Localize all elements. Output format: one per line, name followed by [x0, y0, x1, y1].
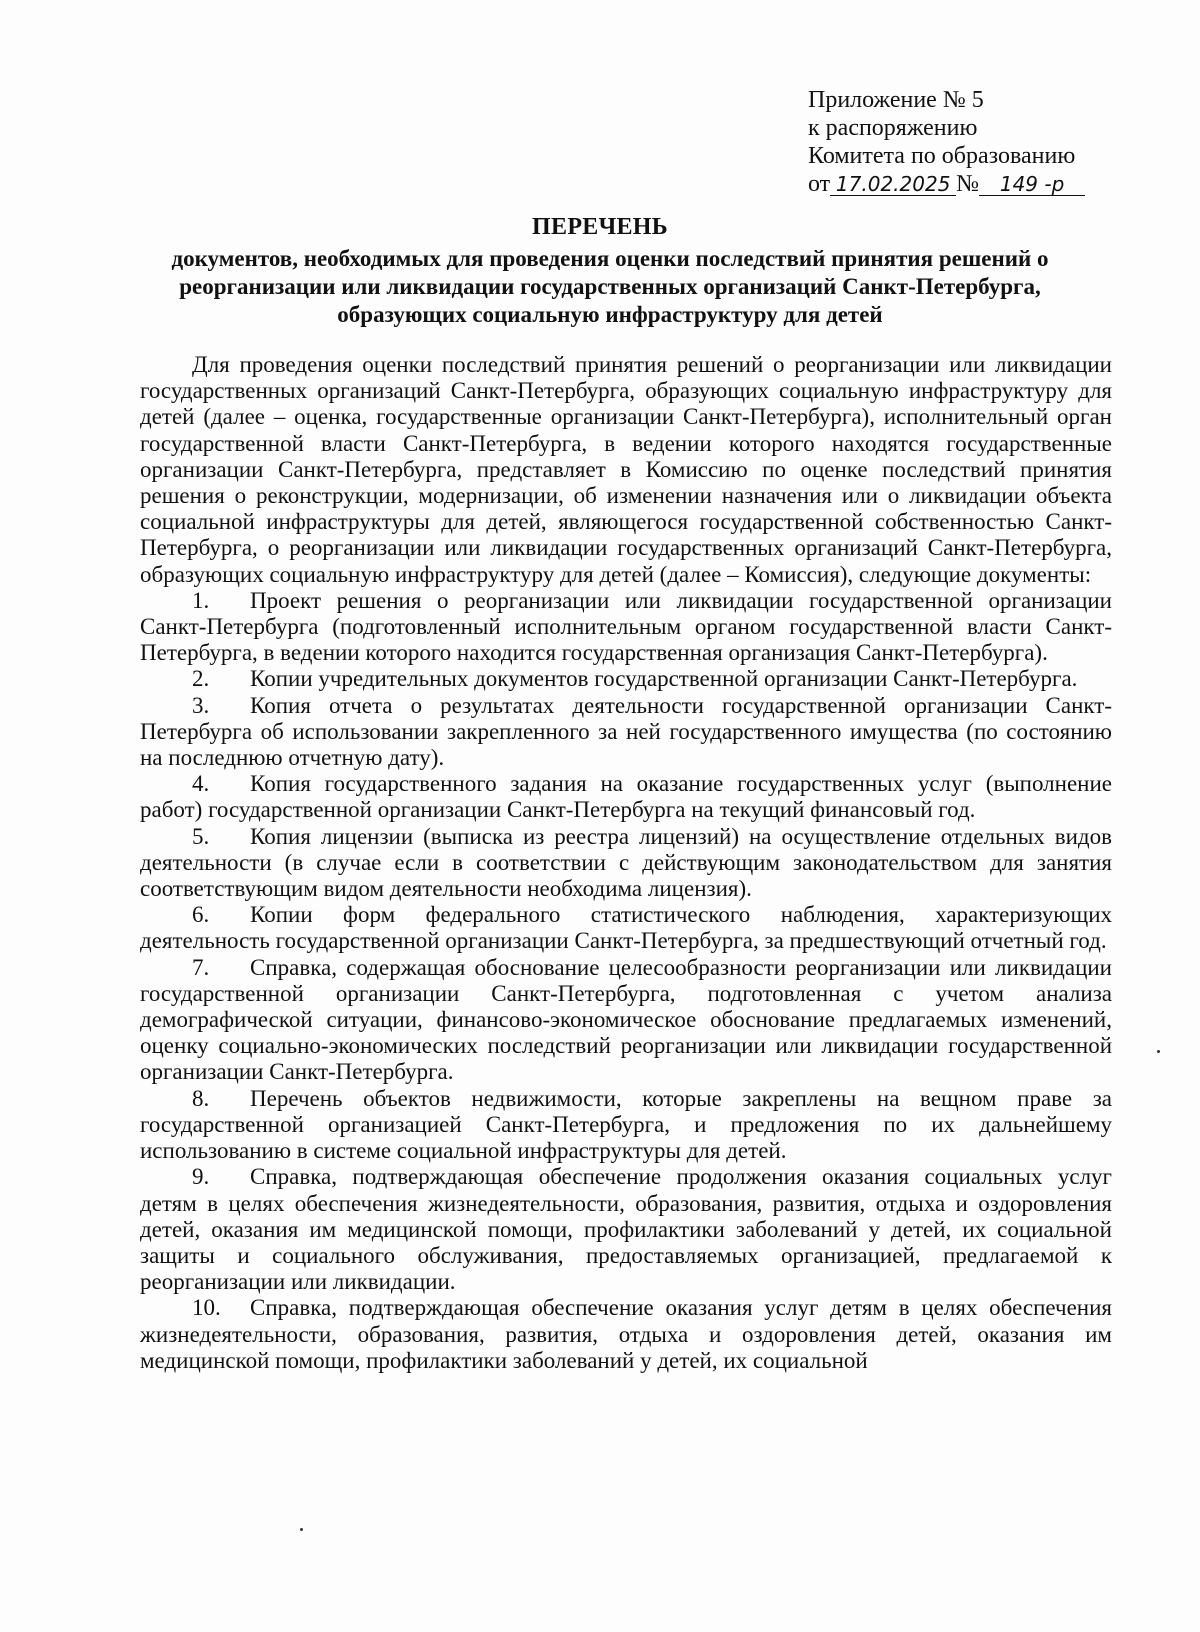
scan-speck: [300, 1528, 303, 1531]
handwritten-date: 17.02.2025: [830, 173, 956, 196]
document-body: [140, 352, 1112, 1374]
appendix-date-number-line: [808, 170, 1128, 198]
number-prefix: №: [956, 171, 980, 197]
list-item: [140, 1164, 1112, 1295]
item-number: 5.: [192, 823, 210, 849]
intro-paragraph: Для проведения оценки последствий принятия решений о реорганизации или ликвидации государственных организаций Санкт-Петербурга, образующих социальную инфраструктуру для детей (далее – оценка, государственные организации Санкт-Петербурга), исполнительный орган государственной власти Санкт-Петербурга, в ведении которого находятся государственные организации Санкт-Петербурга, представляет в Комиссию по оценке последствий принятия решения о реконструкции, модернизации, об изменении назначения или о ликвидации объекта социальной инфраструктуры для детей, являющегося государственной собственностью Санкт-Петербурга, о реорганизации или ликвидации государственных организаций Санкт-Петербурга, образующих социальную инфраструктуру для детей (далее – Комиссия), следующие документы:: [140, 352, 1112, 587]
document-subtitle: документов, необходимых для проведения оценки последствий принятия решений о реорганизации или ликвидации государственных организаций Санкт-Петербурга, образующих социальную инфраструктуру для детей: [171, 246, 1049, 327]
list-item: [140, 902, 1112, 954]
item-text: Справка, подтверждающая обеспечение оказания услуг детям в целях обеспечения жизнедеятельности, образования, развития, отдыха и оздоровления детей, оказания им медицинской помощи, профилактики заболеваний у детей, их социальной: [140, 1295, 1112, 1373]
item-text: Справка, подтверждающая обеспечение продолжения оказания социальных услуг детям в целях обеспечения жизнедеятельности, образования, развития, отдыха и оздоровления детей, оказания им медицинской помощи, профилактики заболеваний у детей, их социальной защиты и социального обслуживания, предоставляемых организацией, предлагаемой к реорганизации или ликвидации.: [140, 1164, 1112, 1295]
list-item: [140, 588, 1112, 667]
list-item: [140, 824, 1112, 903]
item-text: Копии учредительных документов государственной организации Санкт-Петербурга.: [250, 666, 1078, 692]
item-text: Копия лицензии (выписка из реестра лицензий) на осуществление отдельных видов деятельности (в случае если в соответствии с действующим законодательством для занятия соответствующим видом деятельности необходима лицензия).: [140, 823, 1112, 902]
item-text: Справка, содержащая обоснование целесообразности реорганизации или ликвидации государственной организации Санкт-Петербурга, подготовленная с учетом анализа демографической ситуации, финансово-экономическое обоснование предлагаемых изменений, оценку социально-экономических последствий реорганизации или ликвидации государственной организации Санкт-Петербурга.: [140, 954, 1112, 1085]
list-item: [140, 771, 1112, 823]
appendix-line-3: Комитета по образованию: [808, 143, 1076, 169]
handwritten-number: 149 -р: [979, 173, 1085, 196]
list-item: [140, 666, 1112, 692]
item-number: 1.: [192, 587, 210, 613]
item-number: 2.: [192, 666, 210, 692]
item-text: Копия отчета о результатах деятельности государственной организации Санкт-Петербурга об использовании закрепленного за ней государственного имущества (по состоянию на последнюю отчетную дату).: [140, 692, 1112, 771]
item-text: Проект решения о реорганизации или ликвидации государственной организации Санкт-Петербурга (подготовленный исполнительным органом государственной власти Санкт-Петербурга, в ведении которого находится государственная организация Санкт-Петербурга).: [140, 587, 1112, 666]
appendix-line-1: Приложение № 5: [808, 87, 984, 113]
scan-speck: [1157, 1050, 1160, 1053]
item-number: 8.: [192, 1085, 210, 1111]
item-number: 4.: [192, 771, 210, 797]
item-number: 3.: [192, 692, 210, 718]
item-text: Перечень объектов недвижимости, которые закреплены на вещном праве за государственной организацией Санкт-Петербурга, и предложения по их дальнейшему использованию в системе социальной инфраструктуры для детей.: [140, 1085, 1112, 1164]
item-text: Копии форм федерального статистического наблюдения, характеризующих деятельность государственной организации Санкт-Петербурга, за предшествующий отчетный год.: [140, 902, 1112, 954]
item-number: 9.: [192, 1164, 210, 1190]
date-prefix: от: [808, 171, 831, 197]
item-text: Копия государственного задания на оказание государственных услуг (выполнение работ) государственной организации Санкт-Петербурга на текущий финансовый год.: [140, 771, 1112, 823]
list-item: [140, 693, 1112, 772]
item-number: 7.: [192, 954, 210, 980]
item-number: 6.: [192, 902, 210, 928]
appendix-line-2: к распоряжению: [808, 115, 978, 141]
list-item: [140, 955, 1112, 1086]
list-item: [140, 1295, 1112, 1374]
appendix-header: [808, 86, 1128, 198]
list-item: [140, 1086, 1112, 1165]
document-title: ПЕРЕЧЕНЬ: [532, 214, 668, 240]
item-number: 10.: [192, 1295, 221, 1321]
